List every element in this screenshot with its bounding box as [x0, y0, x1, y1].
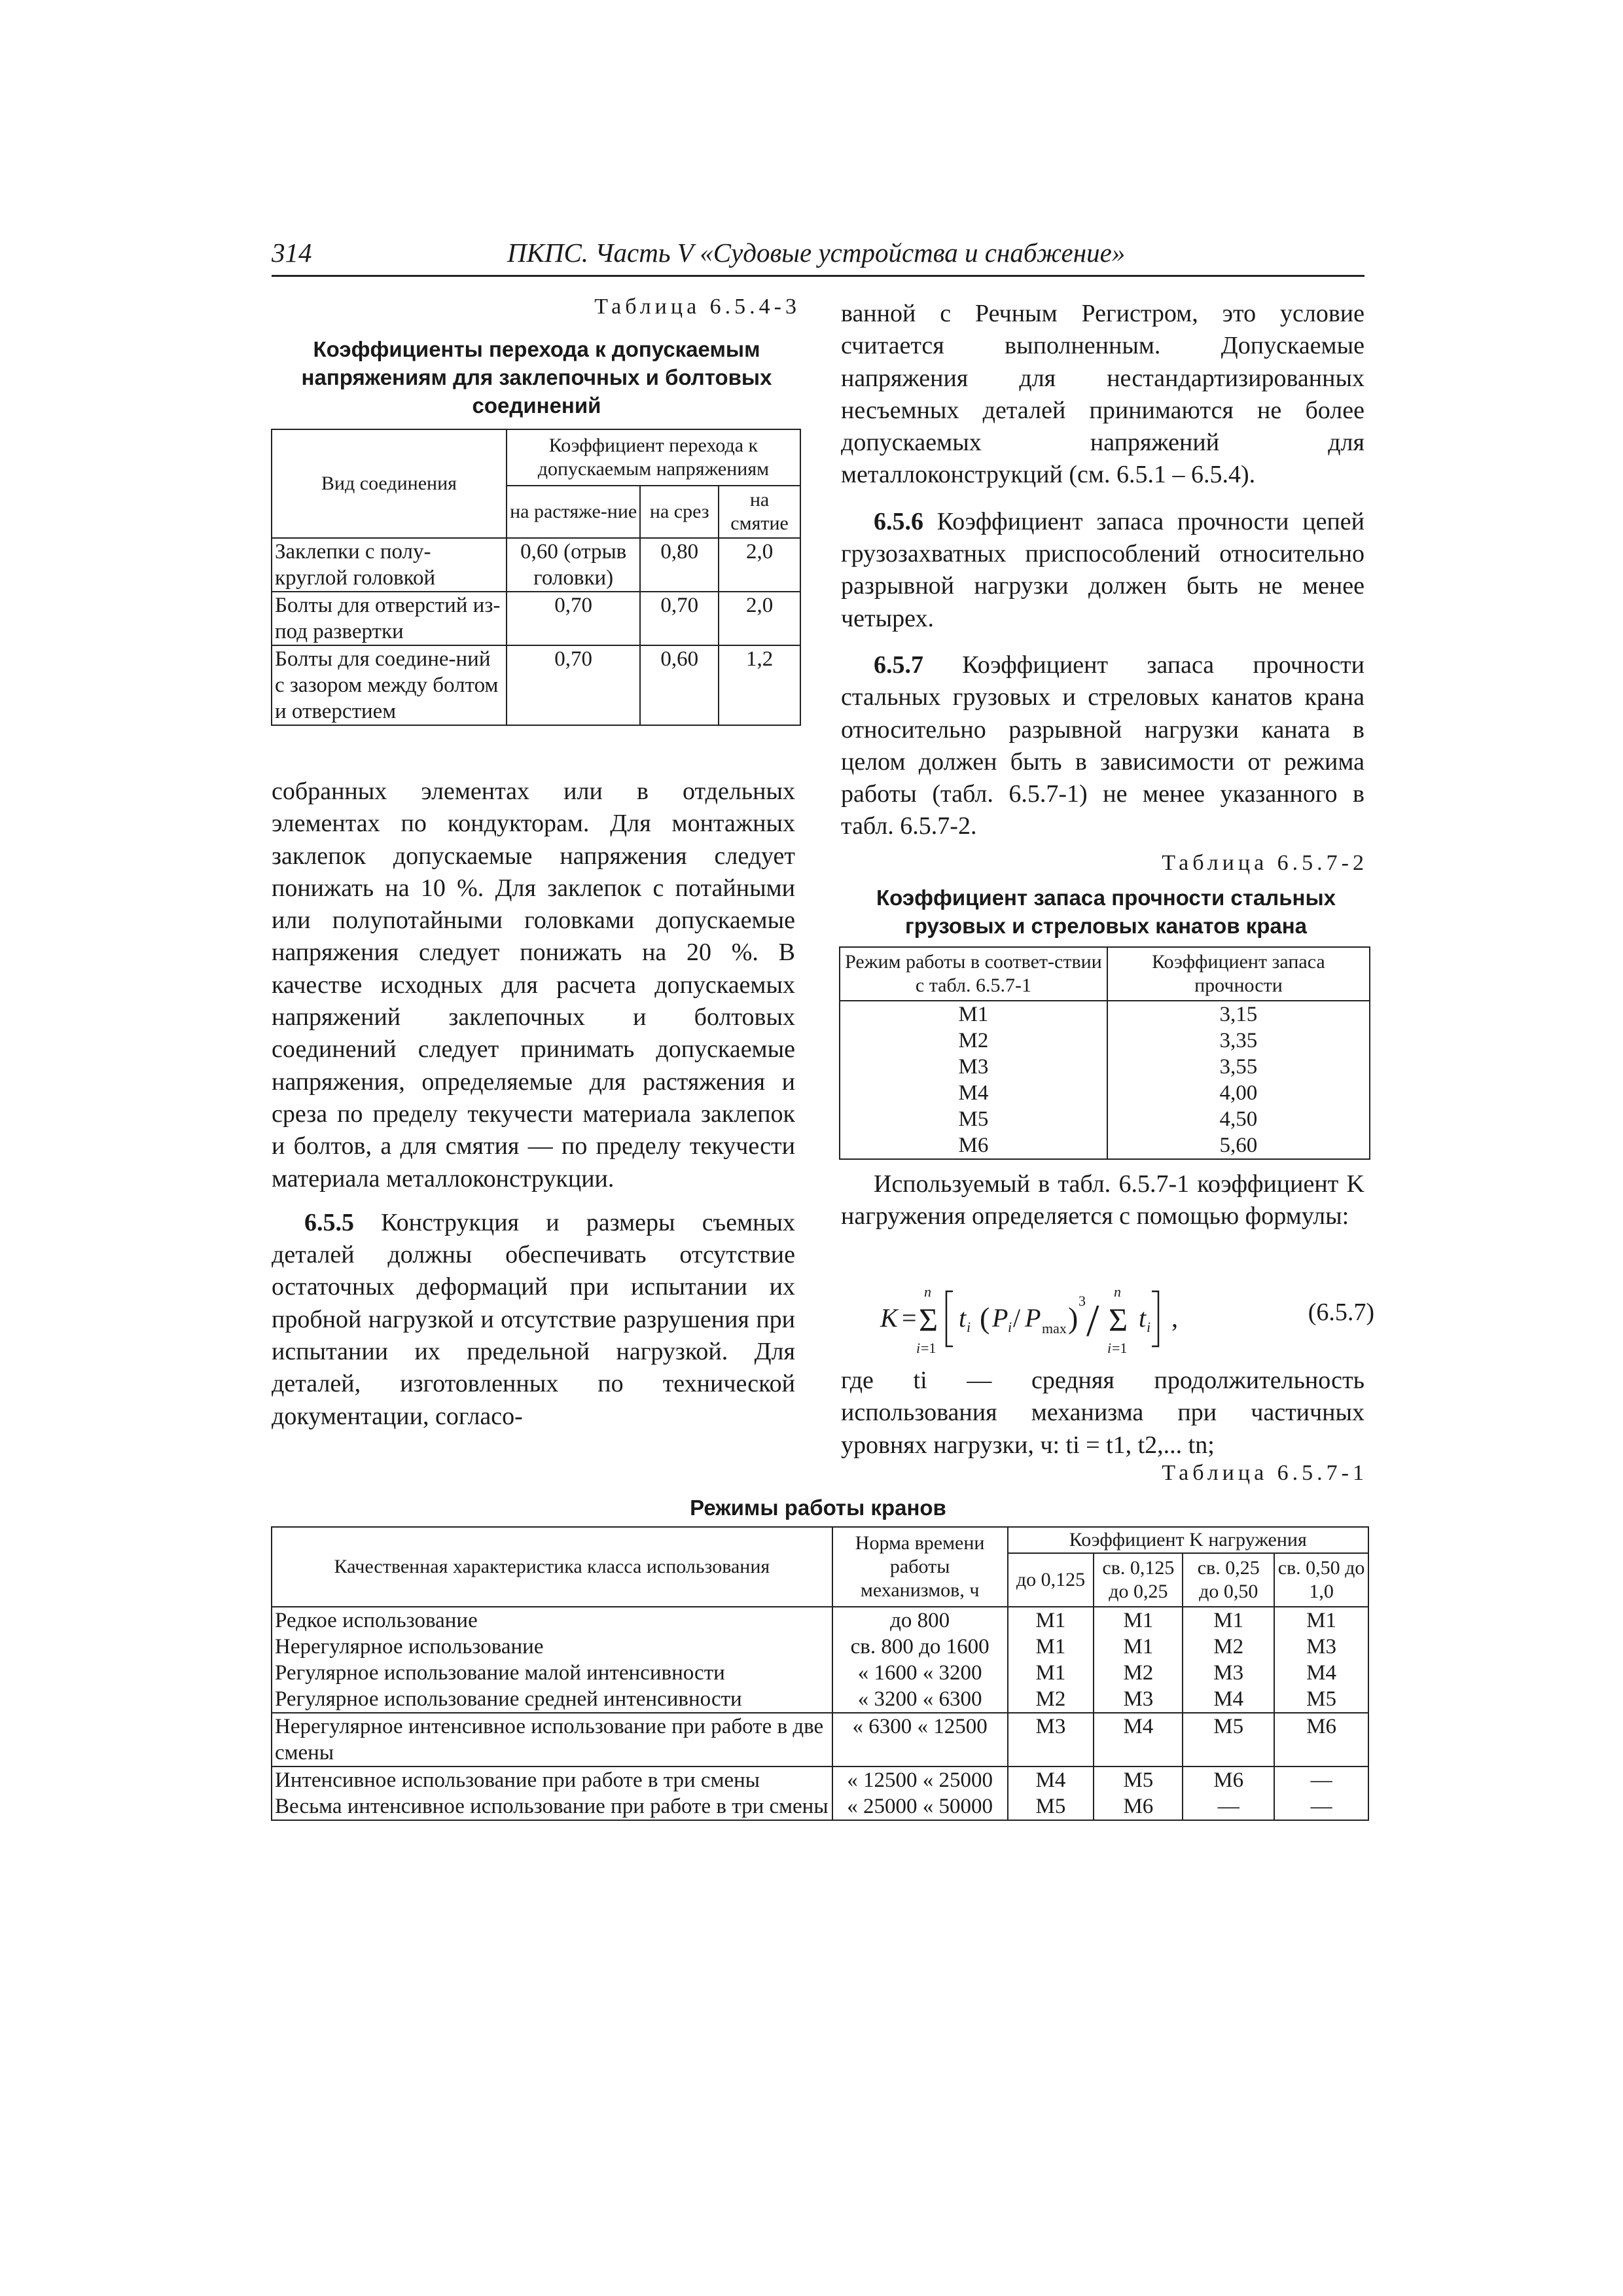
table-label: Таблица 6.5.7-1: [1162, 1461, 1368, 1485]
cell-coef: 3,15: [1107, 1001, 1370, 1028]
svg-text:n: n: [1114, 1283, 1121, 1300]
header-k1: до 0,125: [1008, 1553, 1094, 1607]
header-group: Коэффициент K нагружения: [1008, 1527, 1368, 1553]
cell-norm: « 12500 « 25000: [832, 1767, 1008, 1793]
page-number: 314: [272, 238, 312, 268]
table-row: [840, 1080, 1370, 1106]
svg-text:,: ,: [1171, 1303, 1178, 1333]
cell-norm: св. 800 до 1600: [832, 1634, 1008, 1660]
svg-text:=: =: [902, 1303, 917, 1333]
cell-k1: М1: [1008, 1660, 1094, 1686]
svg-text:i: i: [1147, 1319, 1151, 1335]
svg-text:P: P: [992, 1303, 1008, 1333]
cell-mode: М1: [840, 1001, 1107, 1028]
cell-mode: М5: [840, 1106, 1107, 1132]
svg-text:i: i: [1107, 1340, 1112, 1356]
svg-text:/: /: [1013, 1303, 1021, 1333]
table-row: [840, 1054, 1370, 1080]
svg-text:): ): [1068, 1301, 1079, 1335]
header-coef: Коэффициент запаса прочности: [1107, 947, 1370, 1001]
cell-char: Нерегулярное использование: [272, 1634, 832, 1660]
table-coefficients: [271, 429, 801, 726]
cell-k1: М3: [1008, 1713, 1094, 1767]
table-row: [272, 645, 800, 725]
cell-norm: « 3200 « 6300: [832, 1686, 1008, 1713]
cell-k3: М6: [1183, 1767, 1274, 1793]
svg-text:i: i: [967, 1319, 971, 1335]
table-row: [840, 1028, 1370, 1054]
paragraph: [841, 506, 1364, 635]
cell-mode: М6: [840, 1132, 1107, 1159]
header-norm: Норма времени работы механизмов, ч: [832, 1527, 1008, 1607]
table-title: Коэффициент запаса прочности стальных грузовых и стреловых канатов крана: [876, 886, 1336, 938]
cell-k1: М5: [1008, 1793, 1094, 1820]
cell-coef: 5,60: [1107, 1132, 1370, 1159]
cell-k4: —: [1274, 1767, 1368, 1793]
cell-kind: Заклепки с полу-круглой головкой: [272, 538, 507, 592]
cell-mode: М3: [840, 1054, 1107, 1080]
svg-text:P: P: [1025, 1303, 1041, 1333]
cell-k2: М6: [1094, 1793, 1183, 1820]
header-mode: Режим работы в соответ-ствии с табл. 6.5.7-1: [840, 947, 1107, 1001]
svg-text:t: t: [959, 1303, 967, 1333]
cell-k2: М4: [1094, 1713, 1183, 1767]
cell-k4: М3: [1274, 1634, 1368, 1660]
cell-tension: 0,70: [507, 592, 641, 645]
paragraph: где ti — средняя продолжительность использования механизма при частичных уровнях нагрузки, ч: ti = t1, t2,... tn;: [841, 1367, 1364, 1459]
cell-k2: М3: [1094, 1686, 1183, 1713]
cell-k4: М1: [1274, 1607, 1368, 1634]
cell-k1: М1: [1008, 1634, 1094, 1660]
paragraph-text: Конструкция и размеры съемных деталей должны обеспечивать отсутствие остаточных деформаций при испытании их пробной нагрузкой и отсутствие разрушения при испытании их предельной нагрузкой. Для деталей, изготовленных по технической документации, согласо-: [272, 1208, 795, 1430]
cell-char: Весьма интенсивное использование при работе в три смены: [272, 1793, 832, 1820]
section-number: 6.5.6: [874, 507, 923, 535]
svg-text:=1: =1: [921, 1340, 936, 1356]
right-column-where: [841, 1365, 1364, 1462]
cell-norm: « 25000 « 50000: [832, 1793, 1008, 1820]
cell-mode: М4: [840, 1080, 1107, 1106]
svg-text:3: 3: [1079, 1293, 1086, 1309]
cell-k4: —: [1274, 1793, 1368, 1820]
table-label: Таблица 6.5.4-3: [594, 295, 800, 319]
table-row: [272, 1793, 1368, 1820]
table-row: [840, 1132, 1370, 1159]
cell-k3: М3: [1183, 1660, 1274, 1686]
formula-number: (6.5.7): [1308, 1299, 1374, 1326]
cell-bearing: 2,0: [719, 592, 800, 645]
cell-tension: 0,60 (отрыв головки): [507, 538, 641, 592]
paragraph: ванной с Речным Регистром, это условие считается выполненным. Допускаемые напряжения для нестандартизированных несъемных деталей принимаются не более допускаемых напряжений для металлоконструкций (см. 6.5.1 – 6.5.4).: [841, 300, 1364, 489]
table-row: [272, 1607, 1368, 1634]
cell-k4: М4: [1274, 1660, 1368, 1686]
cell-k3: М2: [1183, 1634, 1274, 1660]
section-number: 6.5.7: [874, 651, 923, 679]
cell-coef: 4,50: [1107, 1106, 1370, 1132]
table-row: [272, 1686, 1368, 1713]
paragraph: [272, 1207, 795, 1433]
cell-bearing: 1,2: [719, 645, 800, 725]
cell-k1: М4: [1008, 1767, 1094, 1793]
cell-kind: Болты для соедине-ний с зазором между болтом и отверстием: [272, 645, 507, 725]
table-row: [272, 592, 800, 645]
svg-text:i: i: [916, 1340, 921, 1356]
svg-text:/: /: [1086, 1296, 1099, 1346]
table-crane-modes: [271, 1526, 1369, 1821]
table-rope-coefficients: [839, 946, 1370, 1160]
table-label: Таблица 6.5.7-2: [1162, 851, 1368, 875]
cell-k2: М1: [1094, 1634, 1183, 1660]
table-title: Коэффициенты перехода к допускаемым напряжениям для заклепочных и болтовых соединений: [301, 337, 772, 418]
cell-k4: М5: [1274, 1686, 1368, 1713]
svg-text:i: i: [1008, 1319, 1012, 1335]
cell-k3: —: [1183, 1793, 1274, 1820]
table-row: [272, 538, 800, 592]
cell-norm: « 1600 « 3200: [832, 1660, 1008, 1686]
cell-char: Интенсивное использование при работе в три смены: [272, 1767, 832, 1793]
cell-k2: М5: [1094, 1767, 1183, 1793]
header-char: Качественная характеристика класса использования: [272, 1527, 832, 1607]
header-shear: на срез: [640, 486, 719, 538]
header-bearing: на смятие: [719, 486, 800, 538]
svg-text:(: (: [980, 1301, 990, 1335]
svg-text:=1: =1: [1112, 1340, 1128, 1356]
table-row: [840, 1106, 1370, 1132]
cell-char: Регулярное использование малой интенсивности: [272, 1660, 832, 1686]
cell-norm: « 6300 « 12500: [832, 1713, 1008, 1767]
cell-tension: 0,70: [507, 645, 641, 725]
cell-mode: М2: [840, 1028, 1107, 1054]
header-k2: св. 0,125 до 0,25: [1094, 1553, 1183, 1607]
page-header: [272, 237, 1364, 277]
table-row: [272, 1713, 1368, 1767]
table-row: [840, 1001, 1370, 1028]
cell-coef: 4,00: [1107, 1080, 1370, 1106]
cell-k2: М2: [1094, 1660, 1183, 1686]
right-column-text-continued: [841, 1168, 1364, 1233]
cell-k3: М5: [1183, 1713, 1274, 1767]
header-tension: на растяже-ние: [507, 486, 641, 538]
cell-char: Редкое использование: [272, 1607, 832, 1634]
cell-shear: 0,80: [640, 538, 719, 592]
table-row: [272, 1660, 1368, 1686]
paragraph: Используемый в табл. 6.5.7-1 коэффициент K нагружения определяется с помощью формулы:: [841, 1170, 1364, 1230]
section-number: 6.5.5: [304, 1208, 354, 1236]
cell-k1: М1: [1008, 1607, 1094, 1634]
running-title: ПКПС. Часть V «Судовые устройства и снабжение»: [507, 238, 1126, 268]
header-kind: Вид соединения: [272, 429, 507, 538]
table-title: Режимы работы кранов: [690, 1496, 946, 1520]
svg-text:max: max: [1042, 1320, 1067, 1336]
cell-k3: М1: [1183, 1607, 1274, 1634]
cell-shear: 0,70: [640, 592, 719, 645]
cell-shear: 0,60: [640, 645, 719, 725]
paragraph: [841, 649, 1364, 843]
header-k3: св. 0,25 до 0,50: [1183, 1553, 1274, 1607]
cell-k2: М1: [1094, 1607, 1183, 1634]
svg-text:K: K: [880, 1303, 898, 1333]
svg-text:t: t: [1139, 1303, 1147, 1333]
paragraph-text: Коэффициент запаса прочности цепей грузозахватных приспособлений относительно разрывной нагрузки должен быть не менее четырех.: [841, 507, 1364, 632]
cell-char: Нерегулярное интенсивное использование при работе в две смены: [272, 1713, 832, 1767]
header-k4: св. 0,50 до 1,0: [1274, 1553, 1368, 1607]
svg-text:n: n: [924, 1283, 931, 1300]
paragraph: собранных элементах или в отдельных элементах по кондукторам. Для монтажных заклепок допускаемые напряжения следует понижать на 10 %. Для заклепок с потайными или полупотайными головками допускаемые напряжения следует понижать на 20 %. В качестве исходных для расчета допускаемых напряжений заклепочных и болтовых соединений следует принимать допускаемые напряжения, определяемые для растяжения и среза по пределу текучести материала заклепок и болтов, а для смятия — по пределу текучести материала металлоконструкции.: [272, 778, 795, 1193]
cell-k3: М4: [1183, 1686, 1274, 1713]
formula-expression: [877, 1280, 1243, 1358]
cell-norm: до 800: [832, 1607, 1008, 1634]
cell-kind: Болты для отверстий из-под развертки: [272, 592, 507, 645]
cell-coef: 3,55: [1107, 1054, 1370, 1080]
cell-k4: М6: [1274, 1713, 1368, 1767]
cell-bearing: 2,0: [719, 538, 800, 592]
paragraph-text: Коэффициент запаса прочности стальных грузовых и стреловых канатов крана относительно разрывной нагрузки каната в целом должен быть в зависимости от режима работы (табл. 6.5.7-1) не менее указанного в табл. 6.5.7-2.: [841, 651, 1364, 840]
formula: [877, 1280, 1374, 1358]
right-column-text: [841, 298, 1364, 843]
table-row: [272, 1767, 1368, 1793]
header-group: Коэффициент перехода к допускаемым напряжениям: [507, 429, 800, 486]
svg-text:Σ: Σ: [919, 1301, 938, 1338]
cell-coef: 3,35: [1107, 1028, 1370, 1054]
table-row: [272, 1634, 1368, 1660]
left-column-text: [272, 776, 795, 1433]
svg-text:Σ: Σ: [1109, 1301, 1128, 1338]
cell-char: Регулярное использование средней интенсивности: [272, 1686, 832, 1713]
cell-k1: М2: [1008, 1686, 1094, 1713]
